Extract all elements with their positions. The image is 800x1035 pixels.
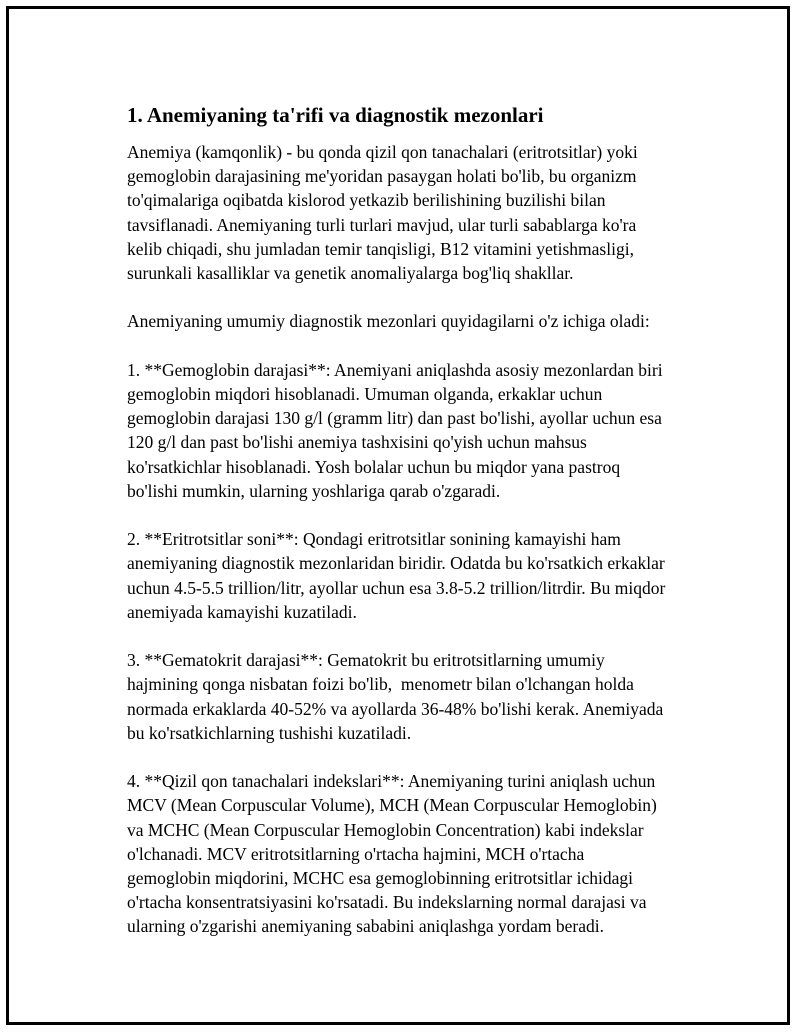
text-line: 3. **Gematokrit darajasi**: Gematokrit bu eritrotsitlarning umumiy	[127, 650, 605, 671]
text-line: gemoglobin darajasining me'yoridan pasaygan holati bo'lib, bu organizm	[127, 166, 637, 187]
text-line: kelib chiqadi, shu jumladan temir tanqisligi, B12 vitamini yetishmasligi,	[127, 238, 634, 259]
paragraph	[127, 769, 717, 938]
document-body	[127, 102, 717, 939]
text-line: Anemiyaning umumiy diagnostik mezonlari quyidagilarni o'z ichiga oladi:	[127, 311, 650, 332]
text-line: normada erkaklarda 40-52% va ayollarda 36-48% bo'lishi kerak. Anemiyada	[127, 698, 664, 719]
paragraph-gap	[127, 624, 717, 648]
text-line: 4. **Qizil qon tanachalari indekslari**: Anemiyaning turini aniqlash uchun	[127, 771, 656, 792]
paragraph-gap	[127, 503, 717, 527]
text-line: gemoglobin miqdorini, MCHC esa gemoglobinning eritrotsitlar ichidagi	[127, 868, 633, 889]
text-line: surunkali kasalliklar va genetik anomaliyalarga bog'liq shakllar.	[127, 263, 574, 284]
text-line: hajmining qonga nisbatan foizi bo'lib, menometr bilan o'lchangan holda	[127, 674, 634, 695]
text-line: va MCHC (Mean Corpuscular Hemoglobin Concentration) kabi indekslar	[127, 819, 644, 840]
paragraph-list	[127, 140, 717, 939]
text-line: 120 g/l dan past bo'lishi anemiya tashxisini qo'yish uchun mahsus	[127, 432, 587, 453]
section-heading: 1. Anemiyaning ta'rifi va diagnostik mezonlari	[127, 103, 544, 127]
text-line: ularning o'zgarishi anemiyaning sababini aniqlashga yordam beradi.	[127, 916, 604, 937]
text-line: to'qimalariga oqibatda kislorod yetkazib berilishining buzilishi bilan	[127, 190, 606, 211]
text-line: bo'lishi mumkin, ularning yoshlariga qarab o'zgaradi.	[127, 480, 501, 501]
paragraph	[127, 358, 717, 503]
text-line: MCV (Mean Corpuscular Volume), MCH (Mean Corpuscular Hemoglobin)	[127, 795, 657, 816]
text-line: uchun 4.5-5.5 trillion/litr, ayollar uchun esa 3.8-5.2 trillion/litrdir. Bu miqdor	[127, 577, 666, 598]
text-line: o'lchanadi. MCV eritrotsitlarning o'rtacha hajmini, MCH o'rtacha	[127, 843, 585, 864]
text-line: gemoglobin miqdori hisoblanadi. Umuman olganda, erkaklar uchun	[127, 384, 603, 404]
text-line: 1. **Gemoglobin darajasi**: Anemiyani aniqlashda asosiy mezonlardan biri	[127, 359, 663, 380]
paragraph-gap	[127, 285, 717, 309]
paragraph-gap	[127, 334, 717, 358]
text-line: anemiyada kamayishi kuzatiladi.	[127, 601, 357, 622]
paragraph	[127, 309, 717, 333]
text-line: 2. **Eritrotsitlar soni**: Qondagi eritrotsitlar sonining kamayishi ham	[127, 529, 621, 550]
text-line: ko'rsatkichlar hisoblanadi. Yosh bolalar uchun bu miqdor yana pastroq	[127, 456, 621, 477]
text-line: tavsiflanadi. Anemiyaning turli turlari mavjud, ular turli sabablarga ko'ra	[127, 214, 637, 235]
text-line: Anemiya (kamqonlik) - bu qonda qizil qon tanachalari (eritrotsitlar) yoki	[127, 142, 638, 162]
text-line: anemiyaning diagnostik mezonlaridan biridir. Odatda bu ko'rsatkich erkaklar	[127, 553, 665, 574]
text-line: bu ko'rsatkichlarning tushishi kuzatiladi.	[127, 722, 412, 743]
paragraph	[127, 527, 717, 624]
paragraph-gap	[127, 745, 717, 769]
paragraph	[127, 140, 717, 285]
page-frame	[6, 6, 790, 1025]
paragraph	[127, 648, 717, 745]
text-line: gemoglobin darajasi 130 g/l (gramm litr) dan past bo'lishi, ayollar uchun esa	[127, 408, 662, 429]
text-line: o'rtacha konsentratsiyasini ko'rsatadi. Bu indekslarning normal darajasi va	[127, 892, 647, 913]
